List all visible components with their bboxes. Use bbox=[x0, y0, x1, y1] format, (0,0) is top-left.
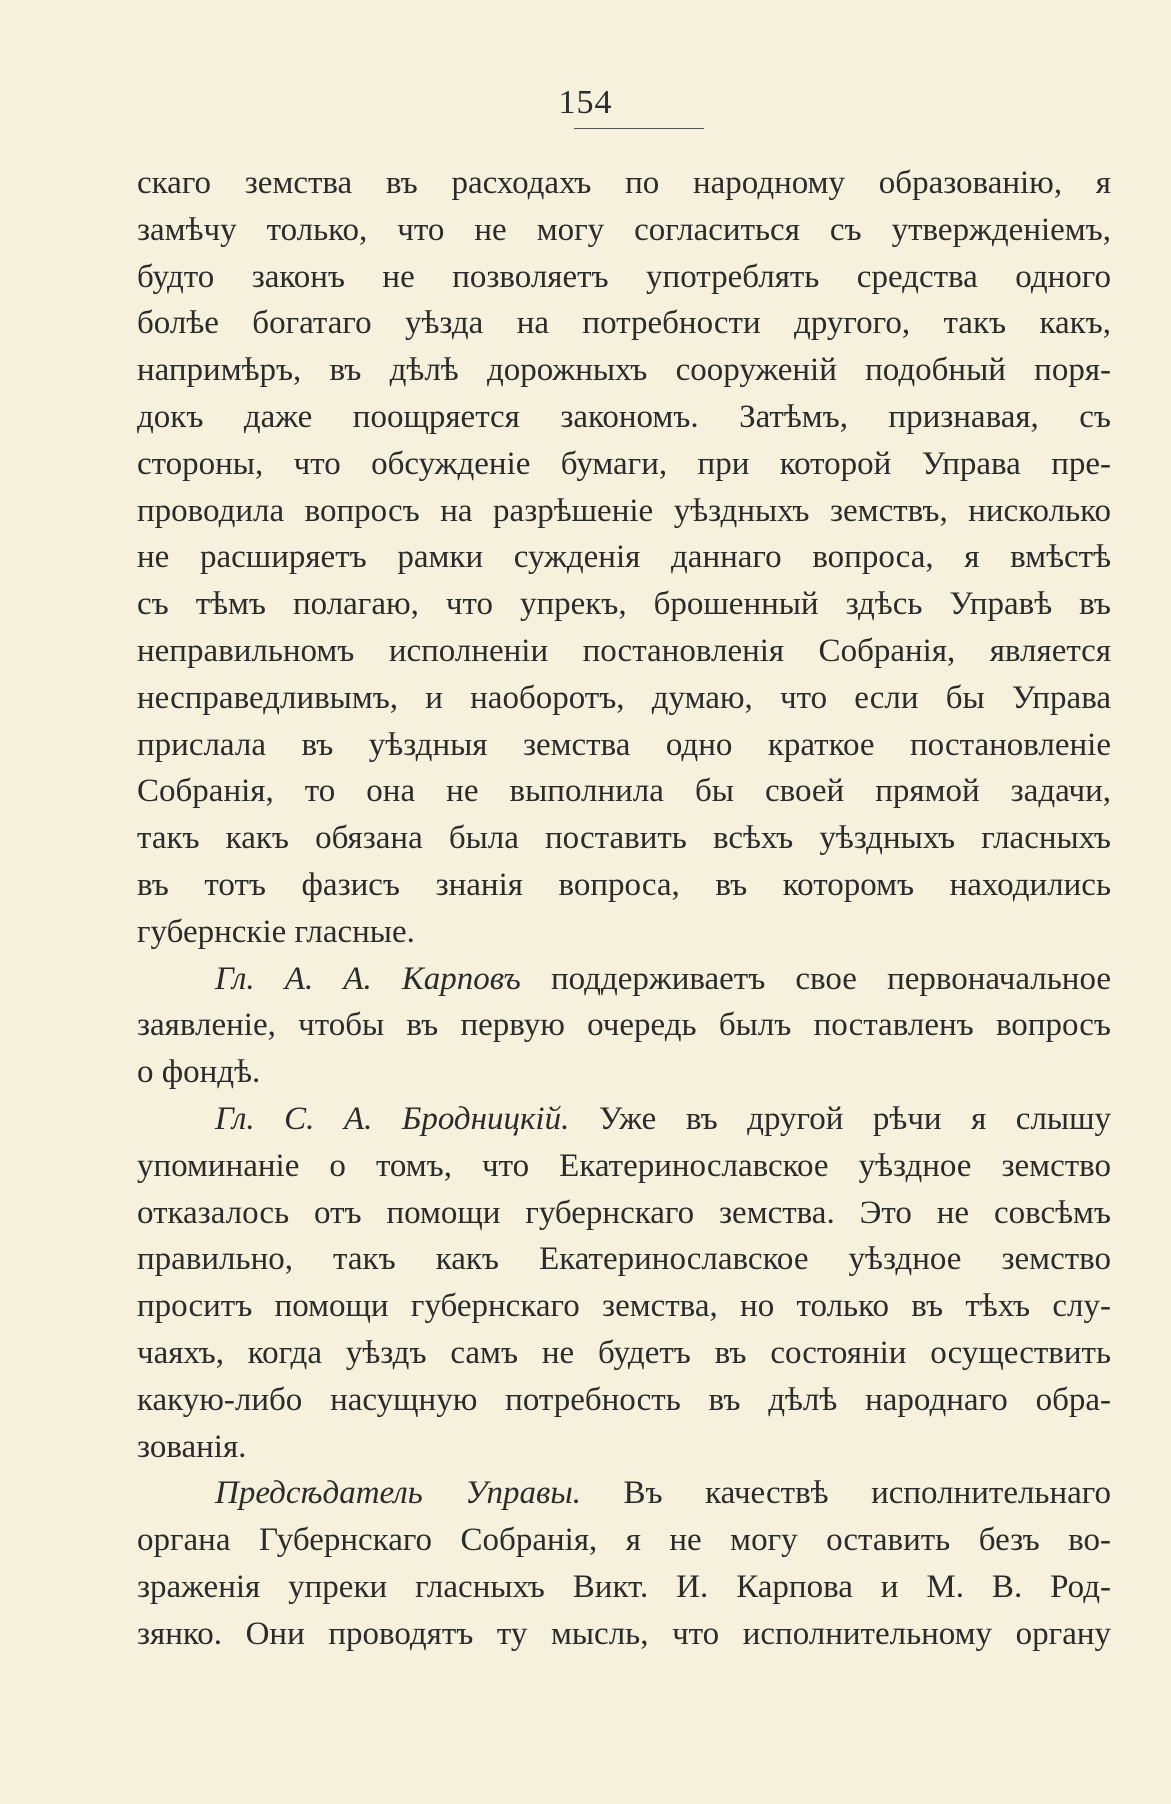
speech-text: поддерживаетъ свое первоначальное bbox=[550, 960, 1111, 997]
page-body bbox=[137, 160, 1111, 1658]
text-line: докъ даже поощряется закономъ. Затѣмъ, признавая, съ bbox=[137, 398, 1111, 435]
text-line: стороны, что обсужденіе бумаги, при которой Управа пре- bbox=[137, 445, 1111, 482]
text-line: зованія. bbox=[137, 1428, 247, 1465]
text-line: зянко. Они проводятъ ту мысль, что исполнительному органу bbox=[137, 1615, 1111, 1652]
text-line: зраженія упреки гласныхъ Викт. И. Карпова и М. В. Род- bbox=[137, 1568, 1111, 1605]
text-line: несправедливымъ, и наоборотъ, думаю, что если бы Управа bbox=[137, 679, 1111, 716]
text-line: отказалось отъ помощи губернскаго земства. Это не совсѣмъ bbox=[137, 1194, 1111, 1231]
speech-text: Уже въ другой рѣчи я слышу bbox=[598, 1100, 1111, 1137]
text-line: проводила вопросъ на разрѣшеніе уѣздныхъ земствъ, нисколько bbox=[137, 492, 1111, 529]
text-line: проситъ помощи губернскаго земства, но только въ тѣхъ слу- bbox=[137, 1288, 1111, 1325]
text-line: заявленіе, чтобы въ первую очередь былъ поставленъ вопросъ bbox=[137, 1007, 1111, 1044]
speech-text: Въ качествѣ исполнительнаго bbox=[623, 1475, 1112, 1512]
text-line: упоминаніе о томъ, что Екатеринославское уѣздное земство bbox=[137, 1147, 1111, 1184]
paragraph-3 bbox=[137, 1096, 1111, 1470]
page-number: 154 bbox=[558, 84, 613, 121]
text-line: скаго земства въ расходахъ по народному образованію, я bbox=[137, 165, 1111, 201]
paragraph-1 bbox=[137, 160, 1111, 956]
text-line: чаяхъ, когда уѣздъ самъ не будетъ въ состояніи осуществить bbox=[137, 1334, 1111, 1371]
paragraph-4 bbox=[137, 1470, 1111, 1657]
text-line: правильно, такъ какъ Екатеринославское уѣздное земство bbox=[137, 1241, 1111, 1278]
speech-first-line bbox=[137, 1096, 1111, 1143]
text-line: губернскіе гласные. bbox=[137, 913, 415, 950]
paragraph-2 bbox=[137, 956, 1111, 1096]
text-line: въ тотъ фазисъ знанія вопроса, въ которомъ находились bbox=[137, 866, 1111, 903]
text-line: органа Губернскаго Собранія, я не могу оставить безъ во- bbox=[137, 1522, 1111, 1559]
speaker-name: Предсѣдатель Управы. bbox=[215, 1475, 581, 1512]
text-line: такъ какъ обязана была поставить всѣхъ уѣздныхъ гласныхъ bbox=[137, 820, 1111, 857]
text-line: замѣчу только, что не могу согласиться съ утвержденіемъ, bbox=[137, 211, 1111, 248]
text-line: какую-либо насущную потребность въ дѣлѣ народнаго обра- bbox=[137, 1381, 1111, 1418]
text-line: будто законъ не позволяетъ употреблять средства одного bbox=[137, 258, 1111, 295]
text-line: съ тѣмъ полагаю, что упрекъ, брошенный здѣсь Управѣ въ bbox=[137, 586, 1111, 623]
text-line: прислала въ уѣздныя земства одно краткое постановленіе bbox=[137, 726, 1111, 763]
speech-first-line bbox=[137, 1470, 1111, 1517]
text-line: Собранія, то она не выполнила бы своей прямой задачи, bbox=[137, 773, 1111, 810]
speaker-name: Гл. С. А. Бродницкій. bbox=[215, 1100, 570, 1137]
text-line: не расширяетъ рамки сужденія даннаго вопроса, я вмѣстѣ bbox=[137, 539, 1111, 576]
text-line: о фондѣ. bbox=[137, 1054, 261, 1091]
speech-first-line bbox=[137, 956, 1111, 1003]
speaker-name: Гл. А. А. Карповъ bbox=[215, 960, 521, 997]
text-line: неправильномъ исполненіи постановленія Собранія, является bbox=[137, 632, 1111, 669]
header-rule bbox=[574, 128, 704, 129]
text-line: напримѣръ, въ дѣлѣ дорожныхъ сооруженій подобный поря- bbox=[137, 352, 1111, 389]
text-line: болѣе богатаго уѣзда на потребности другого, такъ какъ, bbox=[137, 305, 1111, 342]
